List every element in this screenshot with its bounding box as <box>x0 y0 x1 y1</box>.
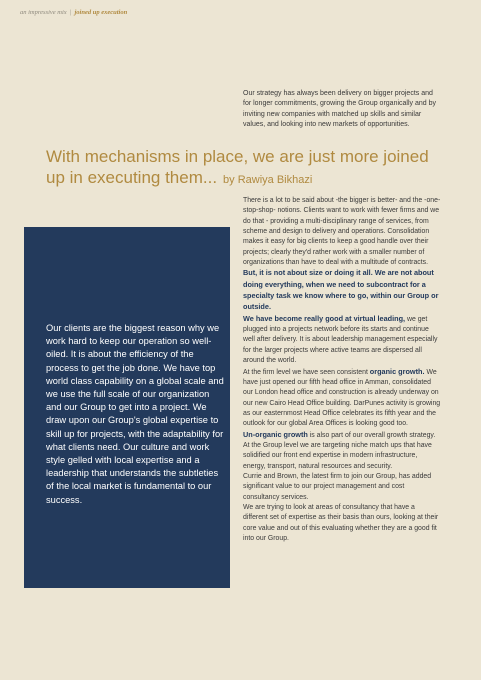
body-emphasis: organic growth. <box>369 366 425 376</box>
body-text: is also part of our overall growth strategy. At the Group level we are targeting niche match ups that have solidified our front end expertise in modern infrastructure, energy, transport, natural resources and security. <box>243 431 436 470</box>
body-column <box>243 196 441 544</box>
body-emphasis: But, it is not about size or doing it all. We are not about doing everything, when we need to subcontract for a specialty task we know where to go, within our Group or outside. <box>243 268 439 312</box>
magazine-title: an impressive mix <box>20 9 67 16</box>
byline: by Rawiya Bikhazi <box>223 174 313 186</box>
headline-text: With mechanisms in place, we are just more joined up in executing them... <box>46 147 429 187</box>
body-paragraph <box>243 314 441 367</box>
body-text: we get plugged into a projects network before its starts and continue well after delivery. It is about leadership management especially for the larger projects where active teams are dispersed all around the world. <box>243 315 438 365</box>
body-paragraph <box>243 430 441 472</box>
pullquote: Our clients are the biggest reason why we work hard to keep our operation so well-oiled. It is about the efficiency of the process to get the job done. We have top world class capability on a global scale and we use the full scale of our organization and our Group to get into a project. We draw upon our Group's global expertise to skill up for projects, with the adaptability for what clients need. Our culture and work style gelled with local expertise and a leadership that understands the subtleties of the local market is fundamental to our success. <box>46 323 224 505</box>
article-headline <box>46 146 436 191</box>
running-head <box>20 9 127 16</box>
body-paragraph <box>243 367 441 430</box>
body-paragraph: Currie and Brown, the latest firm to join our Group, has added significant value to our project management and cost consultancy services. <box>243 472 432 501</box>
intro-paragraph: Our strategy has always been delivery on bigger projects and for longer commitments, growing the Group organically and by inviting new companies with matched up skills and similar values, and looking into new markets of opportunities. <box>243 90 436 129</box>
body-text: We have just opened our fifth head office in Amman, consolidated our London head office and construction is already underway on our new Cairo Head Office building. DarPunes activity is growing as our easternmost Head Office celebrates its fifth year and the outlook for our global Area Offices is looking good too. <box>243 368 441 428</box>
section-title: joined up execution <box>74 9 128 16</box>
body-text: There is a lot to be said about -the bigger is better- and the -one-stop-shop- notions. Clients want to work with fewer firms and we do that - providing a multi-disciplinary range of services, from scheme and design to delivery and operations. Consolidation makes it easy for big clients to keep a good handle over their projects; clearly they'd rather work with a smaller number of organizations than have to deal with a multitude of contracts. <box>243 197 441 267</box>
body-paragraph <box>243 196 441 314</box>
running-head-separator: | <box>69 9 72 16</box>
body-paragraph: We are trying to look at areas of consultancy that have a different set of expertise as their basis than ours, looking at their core value and out of this evaluating whether they are a good fit into our Group. <box>243 503 439 542</box>
body-emphasis: Un-organic growth <box>243 429 308 439</box>
body-text: At the firm level we have seen consistent <box>243 368 368 376</box>
body-emphasis: We have become really good at virtual leading, <box>243 313 406 323</box>
